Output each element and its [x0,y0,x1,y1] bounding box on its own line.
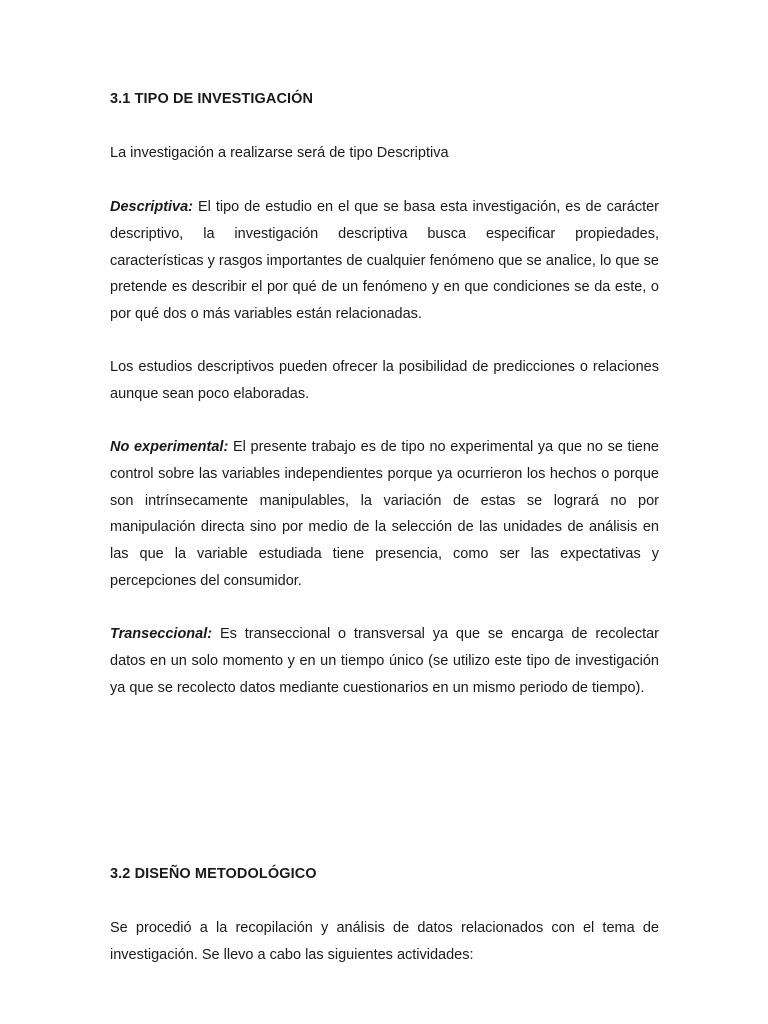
no-experimental-term: No experimental: [110,439,229,455]
descriptiva-text: El tipo de estudio en el que se basa esta investigación, es de carácter descriptivo, la investigación descriptiva busca especificar propiedades, características y rasgos importantes de cualquier fenómeno que se analice, lo que se pretende es describir el por qué de un fenómeno y en que condiciones se da este, o por qué dos o más variables están relacionadas. [110,199,659,323]
descriptiva-paragraph [110,194,659,328]
no-experimental-text: El presente trabajo es de tipo no experimental ya que no se tiene control sobre las variables independientes porque ya ocurrieron los hechos o porque son intrínsecamente manipulables, la variación de estas se logrará no por manipulación directa sino por medio de la selección de las unidades de análisis en las que la variable estudiada tiene presencia, como ser las expectativas y percepciones del consumidor. [110,439,659,589]
no-experimental-paragraph [110,434,659,595]
transeccional-paragraph [110,621,659,701]
estudios-paragraph: Los estudios descriptivos pueden ofrecer la posibilidad de predicciones o relaciones aunque sean poco elaboradas. [110,359,659,402]
transeccional-text: Es transeccional o transversal ya que se encarga de recolectar datos en un solo momento y en un tiempo único (se utilizo este tipo de investigación ya que se recolecto datos mediante cuestionarios en un mismo periodo de tiempo). [110,626,659,696]
intro-paragraph: La investigación a realizarse será de tipo Descriptiva [110,145,449,161]
section-heading-diseno-metodologico: 3.2 DISEÑO METODOLÓGICO [110,866,317,882]
descriptiva-term: Descriptiva: [110,199,194,215]
transeccional-term: Transeccional: [110,626,213,642]
diseno-intro-paragraph: Se procedió a la recopilación y análisis de datos relacionados con el tema de investigación. Se llevo a cabo las siguientes actividades: [110,920,659,963]
section-heading-tipo-investigacion: 3.1 TIPO DE INVESTIGACIÓN [110,91,314,107]
